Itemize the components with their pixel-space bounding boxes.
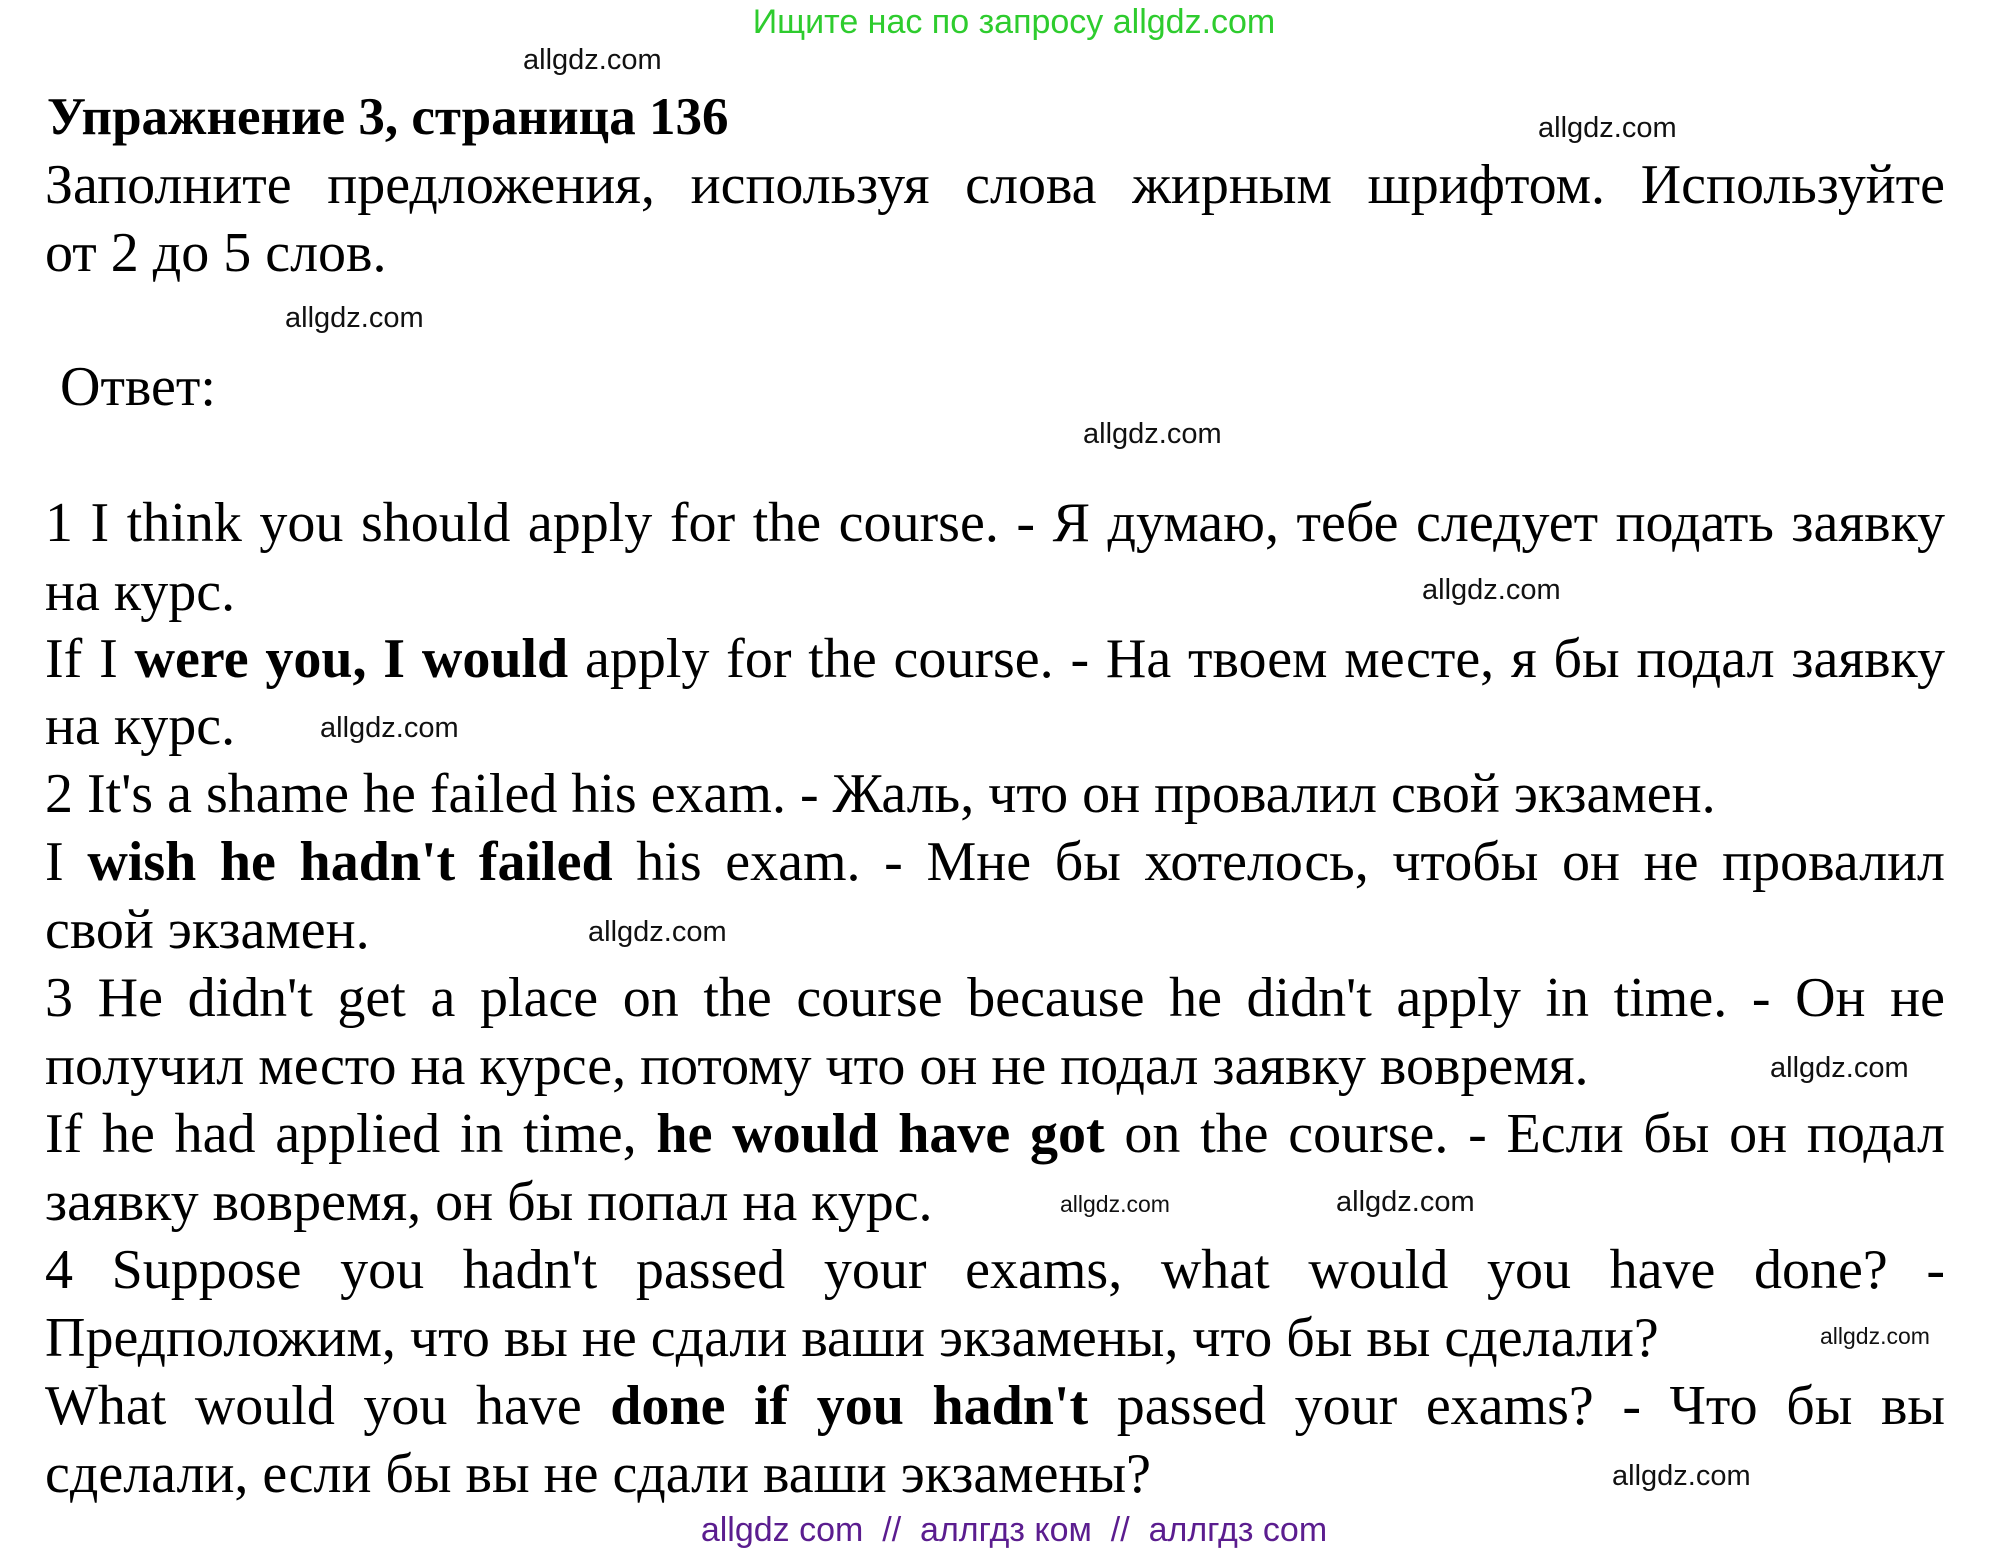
line-text: on the course. - Если бы он подал [1104,1103,1946,1165]
search-banner: Ищите нас по запросу allgdz.com [752,3,1276,41]
line-text: What would you have [45,1375,611,1437]
watermark: allgdz.com [523,44,662,76]
line-text: заявку вовремя, он бы попал на курс. [45,1171,933,1233]
answer-line [45,1032,1588,1100]
answer-line [45,1236,1945,1304]
line-text: на курс. [45,695,236,757]
answer-line [45,828,1945,896]
answer-line [45,1168,933,1236]
watermark: allgdz.com [285,302,424,334]
watermark: allgdz.com [1612,1460,1751,1492]
watermark: allgdz.com [1820,1323,1930,1349]
watermark: allgdz.com [1770,1052,1909,1084]
bold-answer: done if you hadn't [610,1375,1089,1437]
footer-links: allgdz com // аллгдз ком // аллгдз com [700,1511,1328,1549]
answer-line [45,558,235,626]
instruction-line: от 2 до 5 слов. [45,222,387,284]
watermark: allgdz.com [1336,1186,1475,1218]
line-text: 2 It's a shame he failed his exam. - Жаль, что он провалил свой экзамен. [45,763,1716,825]
line-text: If he had applied in time, [45,1103,657,1165]
exercise-heading: Упражнение 3, страница 136 [47,88,729,146]
answer-line [45,896,370,964]
bold-answer: wish he hadn't failed [87,831,613,893]
instruction-line: Заполните предложения, используя слова жирным шрифтом. Используйте [45,154,1945,216]
watermark: allgdz.com [320,712,459,744]
line-text: If I [45,628,135,690]
line-text: 3 He didn't get a place on the course because he didn't apply in time. - Он не [45,967,1945,1029]
line-text: 4 Suppose you hadn't passed your exams, what would you have done? - [45,1239,1945,1301]
answer-line [45,1440,1151,1508]
line-text: apply for the course. - На твоем месте, я бы подал заявку [568,628,1945,690]
watermark: allgdz.com [1060,1191,1170,1217]
line-text: passed your exams? - Что бы вы [1088,1375,1946,1437]
watermark: allgdz.com [588,916,727,948]
answer-line [45,964,1945,1032]
bold-answer: he would have got [656,1103,1105,1165]
line-text: I [45,831,88,893]
answer-line [45,1304,1659,1372]
answer-line [45,489,1945,557]
answer-line [45,692,235,760]
line-text: сделали, если бы вы не сдали ваши экзамены? [45,1443,1151,1505]
line-text: получил место на курсе, потому что он не подал заявку вовремя. [45,1035,1589,1097]
answer-line [45,625,1945,693]
line-text: Предположим, что вы не сдали ваши экзамены, что бы вы сделали? [45,1307,1659,1369]
line-text: на курс. [45,561,236,623]
line-text: his exam. - Мне бы хотелось, чтобы он не провалил [612,831,1945,893]
answer-line [45,1372,1945,1440]
watermark: allgdz.com [1422,574,1561,606]
answer-label: Ответ: [60,356,216,418]
answer-line [45,760,1716,828]
bold-answer: were you, I would [134,628,569,690]
watermark: allgdz.com [1083,418,1222,450]
line-text: 1 I think you should apply for the course. - Я думаю, тебе следует подать заявку [45,492,1945,554]
watermark: allgdz.com [1538,112,1677,144]
answer-line [45,1100,1945,1168]
line-text: свой экзамен. [45,899,370,961]
